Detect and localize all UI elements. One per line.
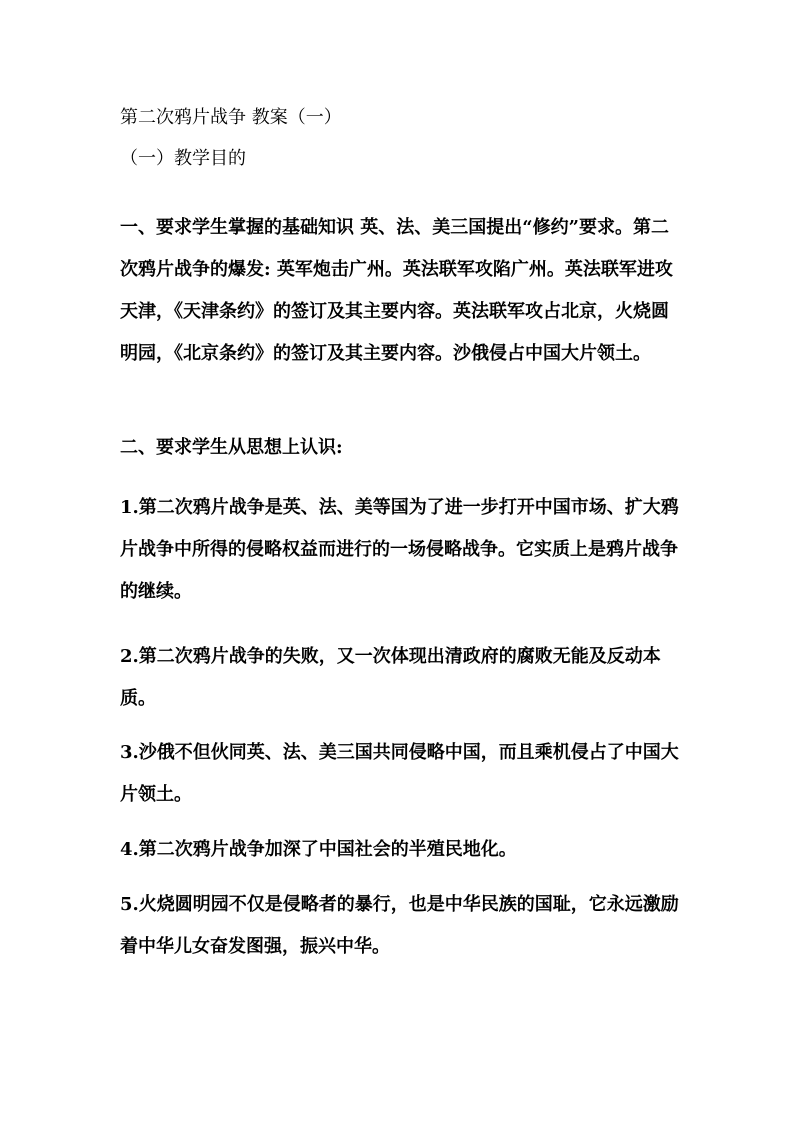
list-item: 3.沙俄不但伙同英、法、美三国共同侵略中国，而且乘机侵占了中国大片领土。 [120,742,679,805]
list-item: 1.第二次鸦片战争是英、法、美等国为了进一步打开中国市场、扩大鸦片战争中所得的侵略权益而进行的一场侵略战争。它实质上是鸦片战争的继续。 [120,497,679,602]
basic-knowledge-paragraph: 一、要求学生掌握的基础知识 英、法、美三国提出“修约”要求。第二次鸦片战争的爆发: 英军炮击广州。英法联军攻陷广州。英法联军进攻天津，《天津条约》的签订及其主要内容。英法联军攻占北京，火烧圆明园，《北京条约》的签订及其主要内容。沙俄侵占中国大片领土。 [120,217,673,364]
list-item: 2.第二次鸦片战争的失败，又一次体现出清政府的腐败无能及反动本质。 [120,646,661,709]
list-item: 4.第二次鸦片战争加深了中国社会的半殖民地化。 [120,839,517,860]
list-item: 5.火烧圆明园不仅是侵略者的暴行，也是中华民族的国耻，它永远激励着中华儿女奋发图强，振兴中华。 [120,894,679,957]
section-heading: （一）教学目的 [120,148,246,169]
section-subheading: 二、要求学生从思想上认识: [120,437,343,458]
document-title: 第二次鸦片战争 教案（一） [120,107,342,128]
